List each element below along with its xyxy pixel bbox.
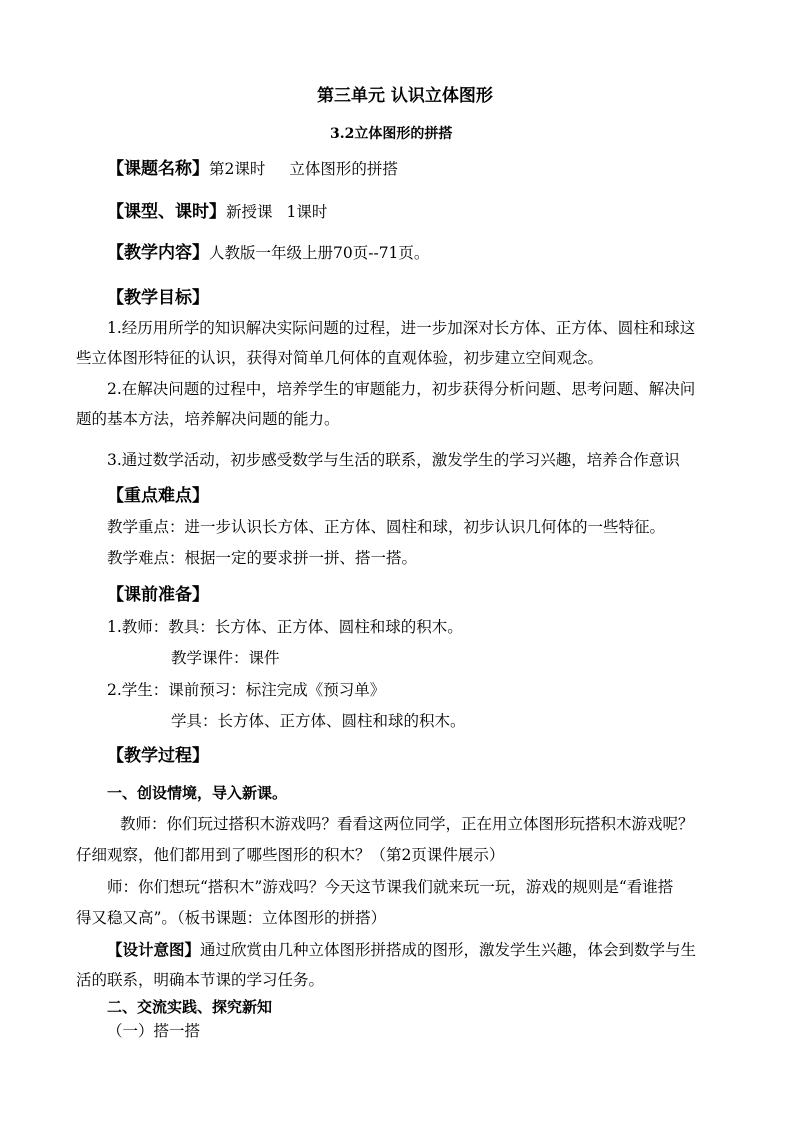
course-type-row	[107, 202, 327, 222]
goal-1-line-1: 1.经历用所学的知识解决实际问题的过程，进一步加深对长方体、正方体、圆柱和球这	[107, 319, 696, 337]
course-hours-value: 1课时	[286, 203, 328, 221]
teaching-difficulty: 教学难点：根据一定的要求拼一拼、搭一搭。	[107, 549, 418, 567]
step-1-title: 一、创设情境，导入新课。	[107, 784, 288, 802]
goal-1-line-2: 些立体图形特征的认识，获得对简单几何体的直观体验，初步建立空间观念。	[76, 349, 604, 367]
step-2-title: 二、交流实践、探究新知	[107, 998, 273, 1016]
prep-student-line-2: 学具：长方体、正方体、圆柱和球的积木。	[171, 712, 466, 730]
content-text: 人教版一年级上册70页--71页。	[209, 244, 430, 262]
content-row	[107, 243, 429, 263]
design-intent-text: 通过欣赏由几种立体图形拼搭成的图形，激发学生兴趣，体会到数学与生	[200, 941, 697, 959]
goal-2-line-1: 2.在解决问题的过程中，培养学生的审题能力，初步获得分析问题、思考问题、解决问	[107, 380, 696, 398]
prep-teacher-line-2: 教学课件：课件	[171, 649, 280, 667]
key-points-heading: 【重点难点】	[107, 486, 209, 506]
page-title: 第三单元 认识立体图形	[317, 86, 493, 106]
step-1-line-4: 得又稳又高”。（板书课题：立体图形的拼搭）	[76, 909, 387, 927]
content-label: 【教学内容】	[107, 243, 209, 263]
course-name-label: 【课题名称】	[107, 159, 209, 179]
step-1-line-2: 仔细观察，他们都用到了哪些图形的积木？（第2页课件展示）	[76, 846, 505, 864]
step-1-line-1: 教师：你们玩过搭积木游戏吗？看看这两位同学，正在用立体图形玩搭积木游戏呢？	[120, 815, 694, 833]
design-intent-line-1	[107, 940, 696, 960]
course-name-topic: 立体图形的拼搭	[289, 160, 398, 178]
goals-heading: 【教学目标】	[107, 288, 209, 308]
sub-step-1: （一）搭一搭	[107, 1022, 201, 1040]
design-intent-line-2: 活的联系，明确本节课的学习任务。	[76, 971, 325, 989]
prep-teacher-line-1: 1.教师：教具：长方体、正方体、圆柱和球的积木。	[107, 618, 463, 636]
teaching-focus: 教学重点：进一步认识长方体、正方体、圆柱和球，初步认识几何体的一些特征。	[107, 518, 666, 536]
preparation-heading: 【课前准备】	[107, 585, 209, 605]
design-intent-label: 【设计意图】	[107, 940, 201, 959]
prep-student-line-1: 2.学生：课前预习：标注完成《预习单》	[107, 681, 386, 699]
step-1-line-3: 师：你们想玩“搭积木”游戏吗？今天这节课我们就来玩一玩，游戏的规则是“看谁搭	[107, 878, 674, 896]
course-type-label: 【课型、课时】	[107, 202, 226, 222]
page-subtitle: 3.2立体图形的拼搭	[330, 126, 453, 142]
course-name-row	[107, 159, 398, 179]
course-type-value: 新授课	[226, 203, 273, 221]
process-heading: 【教学过程】	[107, 746, 209, 766]
goal-2-line-2: 题的基本方法，培养解决问题的能力。	[76, 410, 340, 428]
course-name-lesson: 第2课时	[209, 160, 266, 178]
goal-3: 3.通过数学活动，初步感受数学与生活的联系，激发学生的学习兴趣，培养合作意识	[107, 451, 680, 469]
